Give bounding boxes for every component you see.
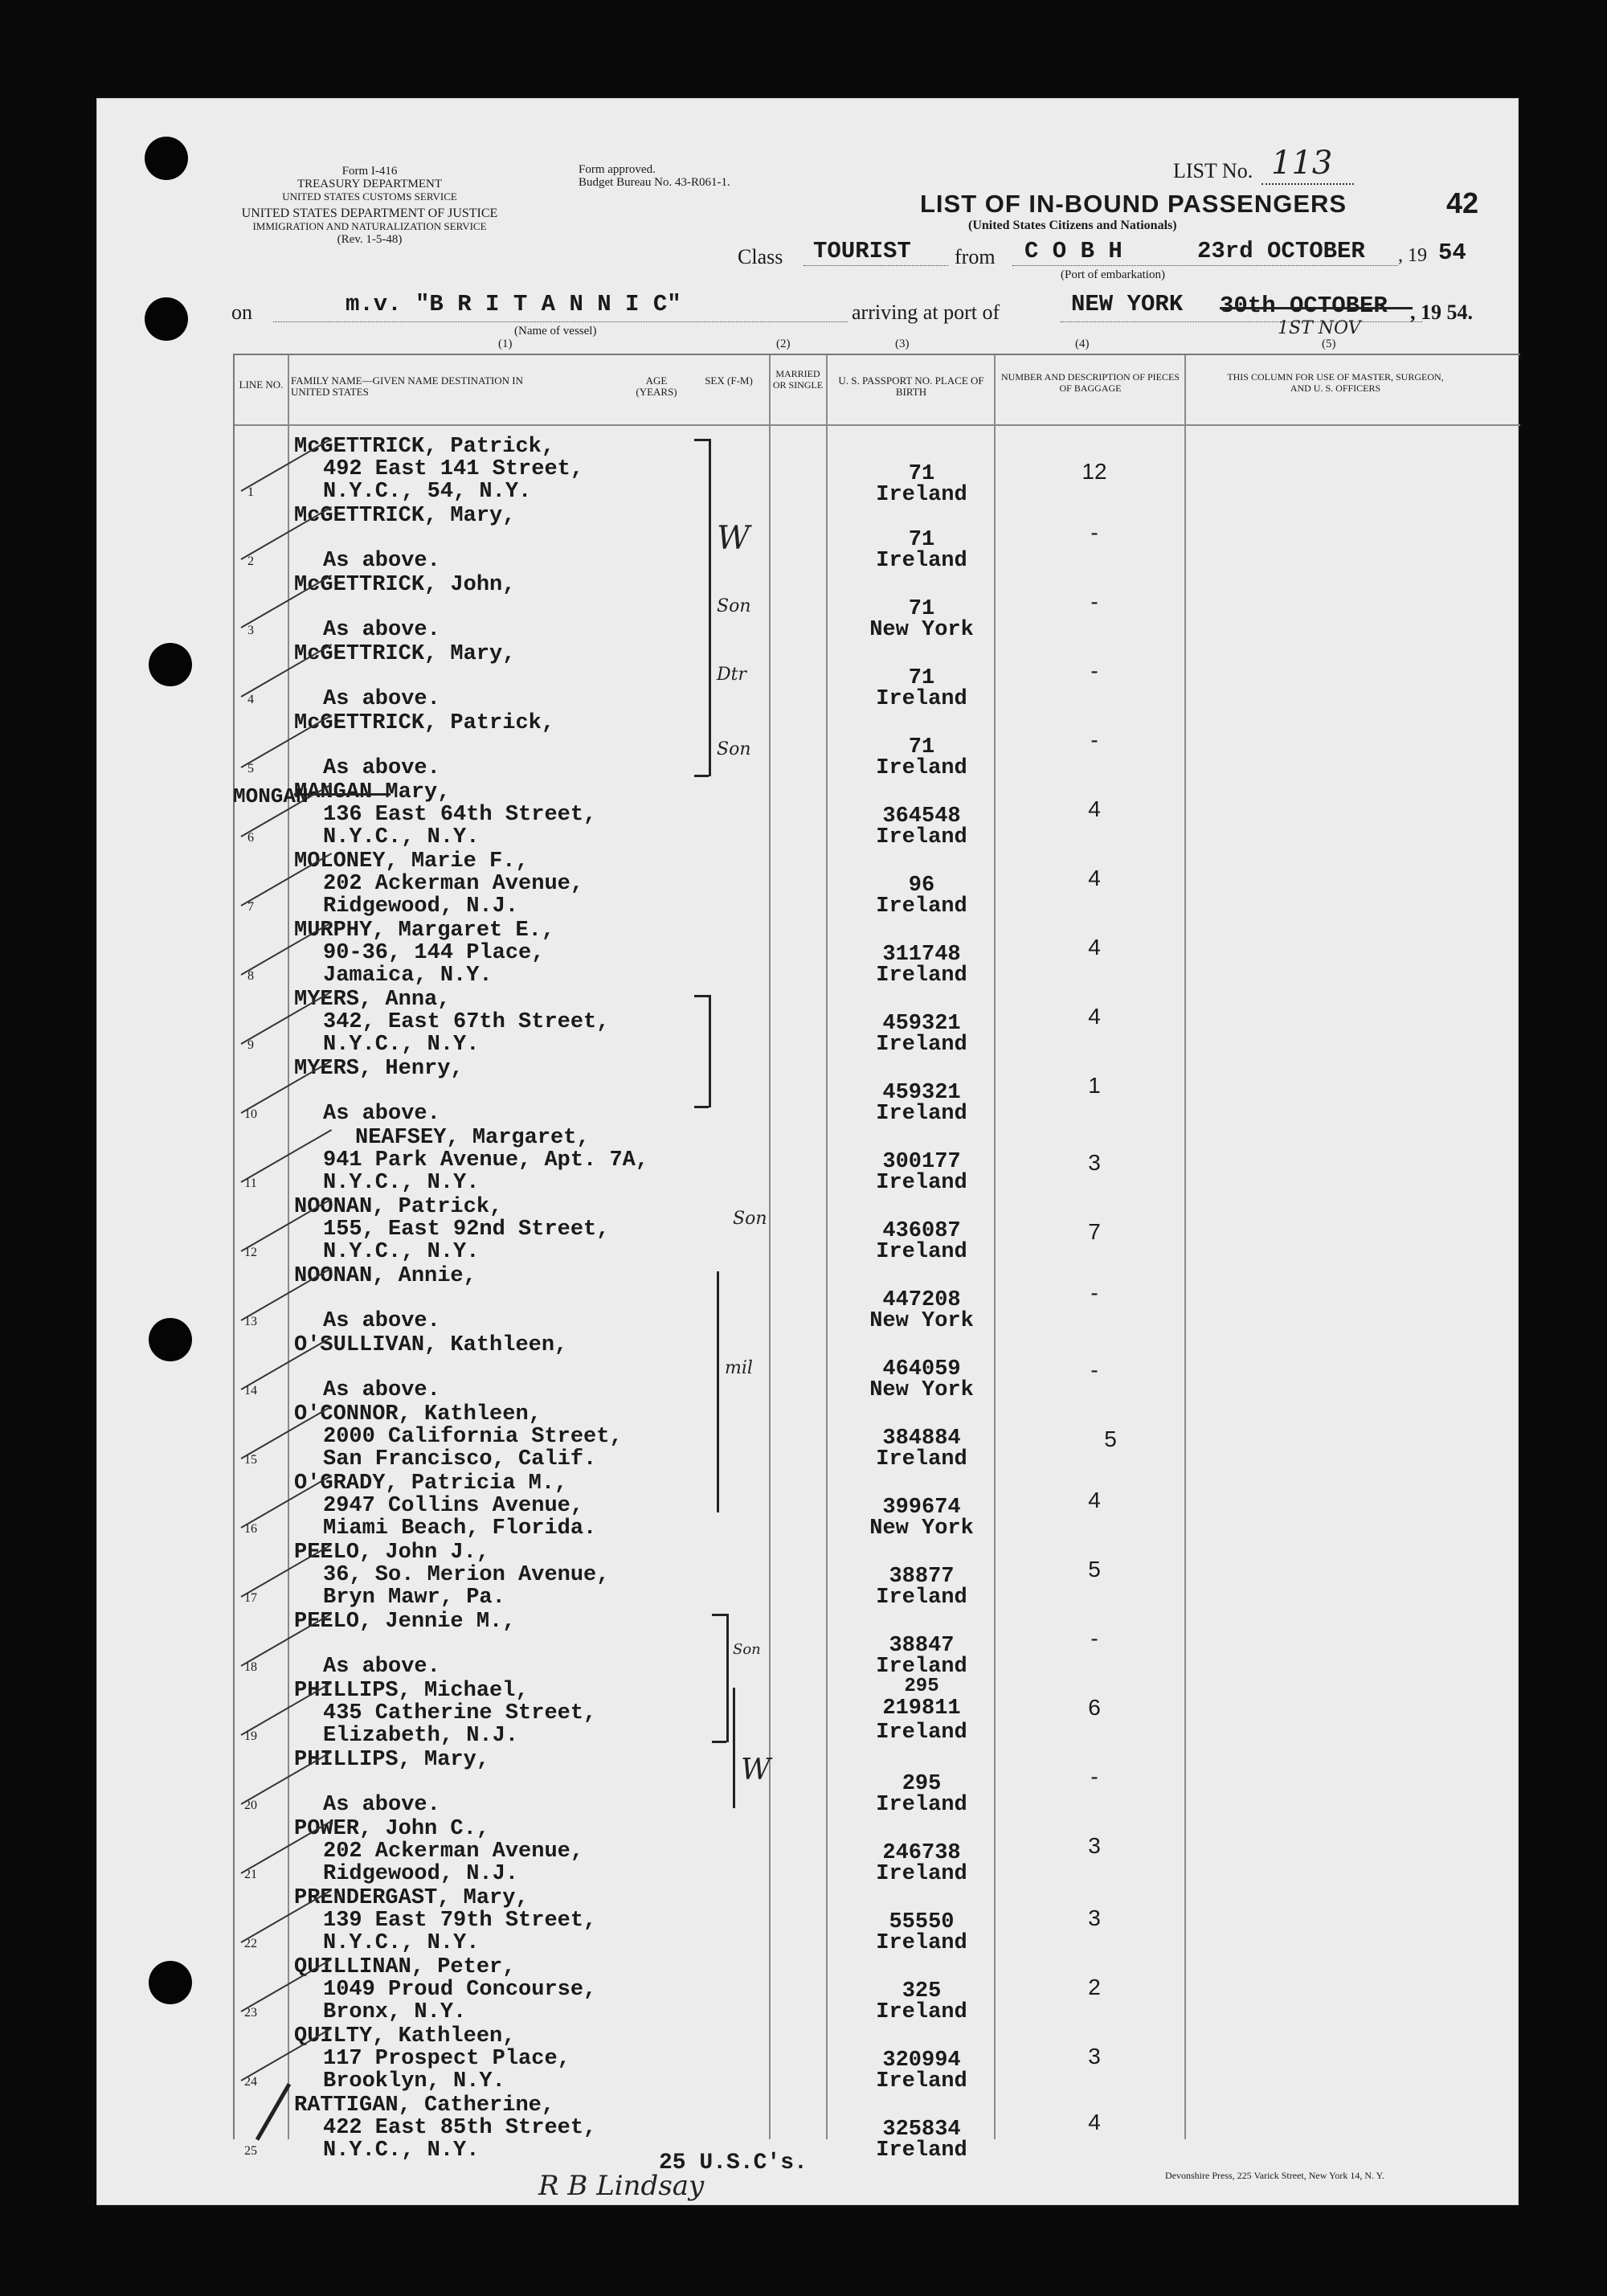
hand-wife: W [717, 520, 750, 557]
passenger-name: QUILLINAN, Peter, [294, 1955, 516, 1979]
passenger-address: 90-36, 144 Place, [323, 941, 545, 965]
passenger-name: MOLONEY, Marie F., [294, 849, 529, 874]
passport-number: 325834 [882, 2118, 961, 2142]
passport-number: 71 [908, 528, 935, 552]
date-value: 23rd OCTOBER [1197, 238, 1365, 264]
birth-place: Ireland [876, 2000, 967, 2024]
table-row [235, 919, 1384, 988]
passport-number: 459321 [882, 1012, 961, 1036]
baggage-count: 7 [1088, 1219, 1101, 1244]
binder-hole [149, 643, 192, 686]
birth-place: Ireland [876, 894, 967, 919]
passenger-city: Miami Beach, Florida. [323, 1516, 597, 1541]
passenger-address: 422 East 85th Street, [323, 2116, 597, 2140]
header-name: FAMILY NAME—GIVEN NAME DESTINATION IN UNITED STATES [291, 374, 524, 398]
col-num-2: (2) [776, 338, 791, 350]
bracket-tick [712, 1614, 726, 1616]
form-approval [579, 163, 730, 189]
passport-number: 447208 [882, 1288, 961, 1312]
birth-place: Ireland [876, 1171, 967, 1195]
passenger-city: Ridgewood, N.J. [323, 894, 519, 919]
row-number: 13 [244, 1315, 257, 1328]
baggage-count: - [1090, 1626, 1098, 1651]
passport-number: 364548 [882, 804, 961, 829]
bracket-tick [694, 775, 709, 777]
baggage-count: 3 [1088, 1905, 1101, 1930]
year-prefix: , 19 [1398, 245, 1427, 266]
passenger-address: 202 Ackerman Avenue, [323, 872, 584, 896]
hand-wife: W [741, 1754, 771, 1786]
baggage-count: 4 [1088, 796, 1101, 821]
row-number: 1 [247, 485, 254, 499]
passenger-name: PEELO, John J., [294, 1541, 490, 1565]
passenger-address: 2947 Collins Avenue, [323, 1494, 584, 1518]
baggage-count: 4 [1088, 935, 1101, 960]
passenger-address: 1049 Proud Concourse, [323, 1978, 597, 2002]
birth-place: Ireland [876, 2069, 967, 2093]
row-number: 7 [247, 900, 254, 914]
passenger-name: McGETTRICK, Patrick, [294, 435, 555, 459]
port-embark-caption: (Port of embarkation) [1061, 268, 1165, 281]
birth-place: Ireland [876, 549, 967, 573]
table-row [235, 1196, 1384, 1265]
passport-number: 464059 [882, 1357, 961, 1381]
passenger-name: RATTIGAN, Catherine, [294, 2093, 555, 2118]
row-number: 18 [244, 1660, 257, 1674]
birth-place: Ireland [876, 1721, 967, 1745]
row-number: 19 [244, 1729, 257, 1743]
passenger-city: As above. [323, 1102, 440, 1126]
strikethrough [1220, 307, 1413, 309]
list-number-line [1261, 183, 1354, 185]
passenger-address: 492 East 141 Street, [323, 457, 584, 481]
passenger-name: MYERS, Anna, [294, 988, 451, 1012]
table-row [235, 1541, 1384, 1610]
bracket-tick [694, 1106, 709, 1108]
passenger-name: MURPHY, Margaret E., [294, 919, 555, 943]
form-header-justice [225, 207, 514, 246]
passport-number: 38877 [889, 1565, 955, 1589]
passenger-name: NOONAN, Patrick, [294, 1195, 503, 1219]
birth-place: Ireland [876, 483, 967, 507]
passport-number: 55550 [889, 1910, 955, 1934]
row-number: 10 [244, 1107, 257, 1121]
passenger-city: As above. [323, 1793, 440, 1817]
header-married: MARRIED OR SINGLE [772, 368, 824, 391]
baggage-count: - [1090, 520, 1098, 545]
birth-place: Ireland [876, 687, 967, 711]
passport-number: 96 [908, 874, 935, 898]
passport-number: 459321 [882, 1081, 961, 1105]
budget-bureau: Budget Bureau No. 43-R061-1. [579, 176, 730, 189]
passport-number: 38847 [889, 1634, 955, 1658]
passenger-name: PHILLIPS, Michael, [294, 1679, 529, 1703]
passenger-city: Ridgewood, N.J. [323, 1862, 519, 1886]
row-number: 22 [244, 1937, 257, 1950]
printer-imprint: Devonshire Press, 225 Varick Street, New York 14, N. Y. [1165, 2170, 1384, 2181]
vessel-underline [273, 321, 848, 322]
dept-immigration: IMMIGRATION AND NATURALIZATION SERVICE [252, 220, 487, 232]
passenger-city: Bronx, N.Y. [323, 2000, 467, 2024]
class-label: Class [738, 245, 783, 268]
passenger-name: MYERS, Henry, [294, 1057, 464, 1081]
table-row [235, 712, 1384, 781]
table-row [235, 1887, 1384, 1956]
birth-place: New York [869, 1309, 974, 1333]
passenger-name: NEAFSEY, Margaret, [355, 1126, 590, 1150]
row-number: 2 [247, 555, 254, 568]
family-bracket [726, 1614, 729, 1742]
passport-number: 325 [902, 1979, 942, 2003]
baggage-count: 4 [1088, 1488, 1101, 1512]
binder-hole [145, 137, 188, 180]
passenger-city: As above. [323, 549, 440, 573]
list-label: LIST No. [1173, 159, 1253, 182]
from-value: C O B H [1024, 238, 1122, 264]
table-row [235, 2094, 1384, 2163]
table-row [235, 1472, 1384, 1541]
passenger-name: PHILLIPS, Mary, [294, 1748, 490, 1772]
passenger-city: Brooklyn, N.Y. [323, 2069, 505, 2093]
col-num-3: (3) [895, 338, 910, 350]
table-row [235, 643, 1384, 712]
passenger-name: QUILTY, Kathleen, [294, 2024, 516, 2048]
baggage-count: 4 [1088, 866, 1101, 890]
passenger-name: POWER, John C., [294, 1817, 490, 1841]
officer-signature: R B Lindsay [538, 2170, 705, 2202]
header-baggage: NUMBER AND DESCRIPTION OF PIECES OF BAGGAGE [1000, 371, 1180, 394]
table-row [235, 1127, 1384, 1196]
passport-number: 219811 [882, 1696, 961, 1721]
birth-place: Ireland [876, 1102, 967, 1126]
on-label: on [231, 301, 252, 324]
passenger-city: As above. [323, 1378, 440, 1402]
header-officers: THIS COLUMN FOR USE OF MASTER, SURGEON, AND U. S. OFFICERS [1227, 371, 1444, 394]
hand-son: Son [733, 1641, 761, 1658]
hand-son: Son [733, 1209, 767, 1229]
birth-place: New York [869, 618, 974, 642]
baggage-count: 12 [1082, 459, 1107, 484]
baggage-count: 5 [1104, 1426, 1117, 1451]
passport-number: 71 [908, 597, 935, 621]
vessel-name: m.v. "B R I T A N N I C" [346, 291, 681, 317]
row-number: 3 [247, 624, 254, 637]
passenger-name: PEELO, Jennie M., [294, 1610, 516, 1634]
passport-number: 71 [908, 735, 935, 759]
passport-number: 71 [908, 666, 935, 690]
passenger-city: San Francisco, Calif. [323, 1447, 597, 1471]
birth-place: Ireland [876, 1240, 967, 1264]
table-row [235, 781, 1384, 850]
arriving-label: arriving at port of [852, 301, 1000, 324]
baggage-count: - [1090, 1357, 1098, 1382]
passport-extra: 295 [904, 1676, 939, 1697]
passenger-city: As above. [323, 756, 440, 780]
table-row [235, 1676, 1384, 1749]
row-number: 6 [247, 831, 254, 845]
hand-son: Son [717, 596, 751, 616]
passenger-name: O'CONNOR, Kathleen, [294, 1402, 542, 1426]
bracket-tick [694, 995, 709, 997]
baggage-count: 1 [1088, 1073, 1101, 1098]
class-value: TOURIST [813, 238, 911, 264]
passenger-name: O'SULLIVAN, Kathleen, [294, 1333, 568, 1357]
passenger-address: 139 East 79th Street, [323, 1909, 597, 1933]
form-number: Form I-416 [341, 165, 398, 178]
passport-number: 399674 [882, 1496, 961, 1520]
passenger-name: McGETTRICK, John, [294, 573, 516, 597]
baggage-count: 5 [1088, 1557, 1101, 1582]
birth-place: Ireland [876, 1862, 967, 1886]
birth-place: Ireland [876, 2138, 967, 2163]
baggage-count: - [1090, 658, 1098, 683]
hand-son: Son [717, 739, 751, 759]
birth-place: Ireland [876, 1655, 967, 1679]
passenger-name: PRENDERGAST, Mary, [294, 1886, 529, 1910]
birth-place: New York [869, 1516, 974, 1541]
passenger-address: 36, So. Merion Avenue, [323, 1563, 610, 1587]
row-number: 12 [244, 1246, 257, 1259]
row-number: 4 [247, 693, 254, 706]
total-count: 25 U.S.C's. [659, 2151, 808, 2175]
from-label: from [955, 245, 996, 268]
passenger-city: As above. [323, 687, 440, 711]
class-underline [804, 265, 948, 266]
row-number: 9 [247, 1038, 254, 1052]
list-number: 113 [1271, 145, 1333, 182]
dept-justice: UNITED STATES DEPARTMENT OF JUSTICE [241, 207, 498, 220]
family-bracket [733, 1688, 735, 1808]
passport-number: 384884 [882, 1426, 961, 1451]
family-bracket [709, 439, 711, 776]
passport-number: 71 [908, 462, 935, 486]
passenger-name: McGETTRICK, Mary, [294, 504, 516, 528]
passport-number: 320994 [882, 2048, 961, 2073]
header-age: AGE (YEARS) [636, 374, 677, 398]
passenger-name: NOONAN, Annie, [294, 1264, 476, 1288]
row-number: 21 [244, 1868, 257, 1881]
birth-place: Ireland [876, 1793, 967, 1817]
row-number: 11 [244, 1177, 257, 1190]
passport-number: 300177 [882, 1150, 961, 1174]
form-title: LIST OF IN-BOUND PASSENGERS [920, 190, 1347, 218]
form-subtitle: (United States Citizens and Nationals) [968, 219, 1177, 232]
row-number: 8 [247, 969, 254, 983]
port-underline [1061, 321, 1422, 322]
header-passport: U. S. PASSPORT NO. PLACE OF BIRTH [838, 374, 984, 398]
col-num-4: (4) [1075, 338, 1090, 350]
form-approved: Form approved. [579, 163, 656, 176]
strikethrough [294, 793, 391, 796]
passenger-city: N.Y.C., N.Y. [323, 825, 480, 849]
row-number: 5 [247, 762, 254, 776]
row-number: 20 [244, 1799, 257, 1812]
year-value: 54 [1438, 239, 1466, 266]
passport-number: 311748 [882, 943, 961, 967]
table-row [235, 1403, 1384, 1472]
birth-place: Ireland [876, 964, 967, 988]
baggage-count: - [1090, 589, 1098, 614]
passenger-address: 342, East 67th Street, [323, 1010, 610, 1034]
passenger-city: N.Y.C., N.Y. [323, 1171, 480, 1195]
birth-place: Ireland [876, 1033, 967, 1057]
baggage-count: 6 [1088, 1695, 1101, 1720]
table-row [235, 1058, 1384, 1127]
baggage-count: 4 [1088, 1004, 1101, 1029]
table-row [235, 850, 1384, 919]
table-row [235, 1749, 1384, 1818]
baggage-count: 2 [1088, 1975, 1101, 1999]
arrival-year: , 19 54. [1410, 301, 1473, 324]
birth-place: New York [869, 1378, 974, 1402]
table-row [235, 436, 1384, 505]
table-row [235, 574, 1384, 643]
row-number: 16 [244, 1522, 257, 1536]
hand-mil: mil [725, 1358, 753, 1378]
passport-number: 295 [902, 1772, 942, 1796]
passenger-city: Jamaica, N.Y. [323, 964, 493, 988]
passenger-name: McGETTRICK, Patrick, [294, 711, 555, 735]
passenger-address: 155, East 92nd Street, [323, 1218, 610, 1242]
passenger-city: N.Y.C., N.Y. [323, 2138, 480, 2163]
passport-number: 436087 [882, 1219, 961, 1243]
bracket-tick [712, 1741, 726, 1743]
row-number: 15 [244, 1453, 257, 1467]
binder-hole [149, 1961, 192, 2004]
passenger-city: N.Y.C., 54, N.Y. [323, 480, 532, 504]
table-row [235, 1818, 1384, 1887]
form-header-left [241, 165, 498, 203]
passenger-address: 136 East 64th Street, [323, 803, 597, 827]
passenger-name: MANGAN Mary, [294, 780, 451, 804]
table-row [235, 1265, 1384, 1334]
passenger-city: As above. [323, 1309, 440, 1333]
baggage-count: 3 [1088, 1833, 1101, 1858]
page-number: 42 [1446, 186, 1479, 219]
table-row [235, 988, 1384, 1058]
col-num-1: (1) [498, 338, 513, 350]
row-number: 25 [244, 2144, 257, 2158]
passenger-city: N.Y.C., N.Y. [323, 1240, 480, 1264]
passenger-city: Bryn Mawr, Pa. [323, 1586, 505, 1610]
form-revision: (Rev. 1-5-48) [337, 233, 403, 246]
header-divider [235, 424, 1520, 426]
passenger-name: O'GRADY, Patricia M., [294, 1471, 568, 1496]
name-correction: MONGAN [233, 784, 309, 808]
birth-place: Ireland [876, 1447, 967, 1471]
hand-daughter: Dtr [717, 665, 746, 685]
arrival-date-struck: 30th OCTOBER [1220, 293, 1388, 319]
dept-treasury: TREASURY DEPARTMENT [296, 178, 443, 190]
birth-place: Ireland [876, 1586, 967, 1610]
family-bracket [709, 995, 711, 1107]
passenger-address: 2000 California Street, [323, 1425, 623, 1449]
passenger-address: 941 Park Avenue, Apt. 7A, [323, 1148, 649, 1173]
baggage-count: 4 [1088, 2110, 1101, 2134]
passenger-name: McGETTRICK, Mary, [294, 642, 516, 666]
binder-hole [145, 297, 188, 341]
passenger-city: N.Y.C., N.Y. [323, 1931, 480, 1955]
table-row [235, 1610, 1384, 1680]
table-row [235, 2025, 1384, 2094]
header-line-no: LINE NO. [239, 379, 284, 391]
baggage-count: 3 [1088, 2044, 1101, 2069]
dept-customs: UNITED STATES CUSTOMS SERVICE [282, 190, 457, 203]
arrival-port: NEW YORK [1071, 291, 1184, 317]
birth-place: Ireland [876, 1931, 967, 1955]
passenger-address: 117 Prospect Place, [323, 2047, 570, 2071]
passenger-city: As above. [323, 618, 440, 642]
passenger-city: Elizabeth, N.J. [323, 1724, 519, 1748]
passenger-address: 435 Catherine Street, [323, 1701, 597, 1725]
row-number: 17 [244, 1591, 257, 1605]
passport-number: 246738 [882, 1841, 961, 1865]
family-bracket [717, 1271, 719, 1512]
birth-place: Ireland [876, 756, 967, 780]
header-sex: SEX (F-M) [705, 374, 753, 387]
baggage-count: 3 [1088, 1150, 1101, 1175]
vessel-caption: (Name of vessel) [514, 325, 597, 338]
table-row [235, 1956, 1384, 2025]
arrival-date-hand: 1ST NOV [1278, 318, 1361, 338]
passenger-city: N.Y.C., N.Y. [323, 1033, 480, 1057]
bracket-tick [694, 439, 709, 441]
baggage-count: - [1090, 727, 1098, 752]
birth-place: Ireland [876, 825, 967, 849]
col-num-5: (5) [1322, 338, 1336, 350]
row-number: 24 [244, 2075, 257, 2089]
passenger-city: As above. [323, 1655, 440, 1679]
table-row [235, 505, 1384, 574]
baggage-count: - [1090, 1280, 1098, 1305]
baggage-count: - [1090, 1764, 1098, 1789]
table-row [235, 1334, 1384, 1403]
from-underline [1012, 265, 1398, 266]
binder-hole [149, 1318, 192, 1361]
row-number: 23 [244, 2006, 257, 2020]
passenger-address: 202 Ackerman Avenue, [323, 1840, 584, 1864]
row-number: 14 [244, 1384, 257, 1398]
